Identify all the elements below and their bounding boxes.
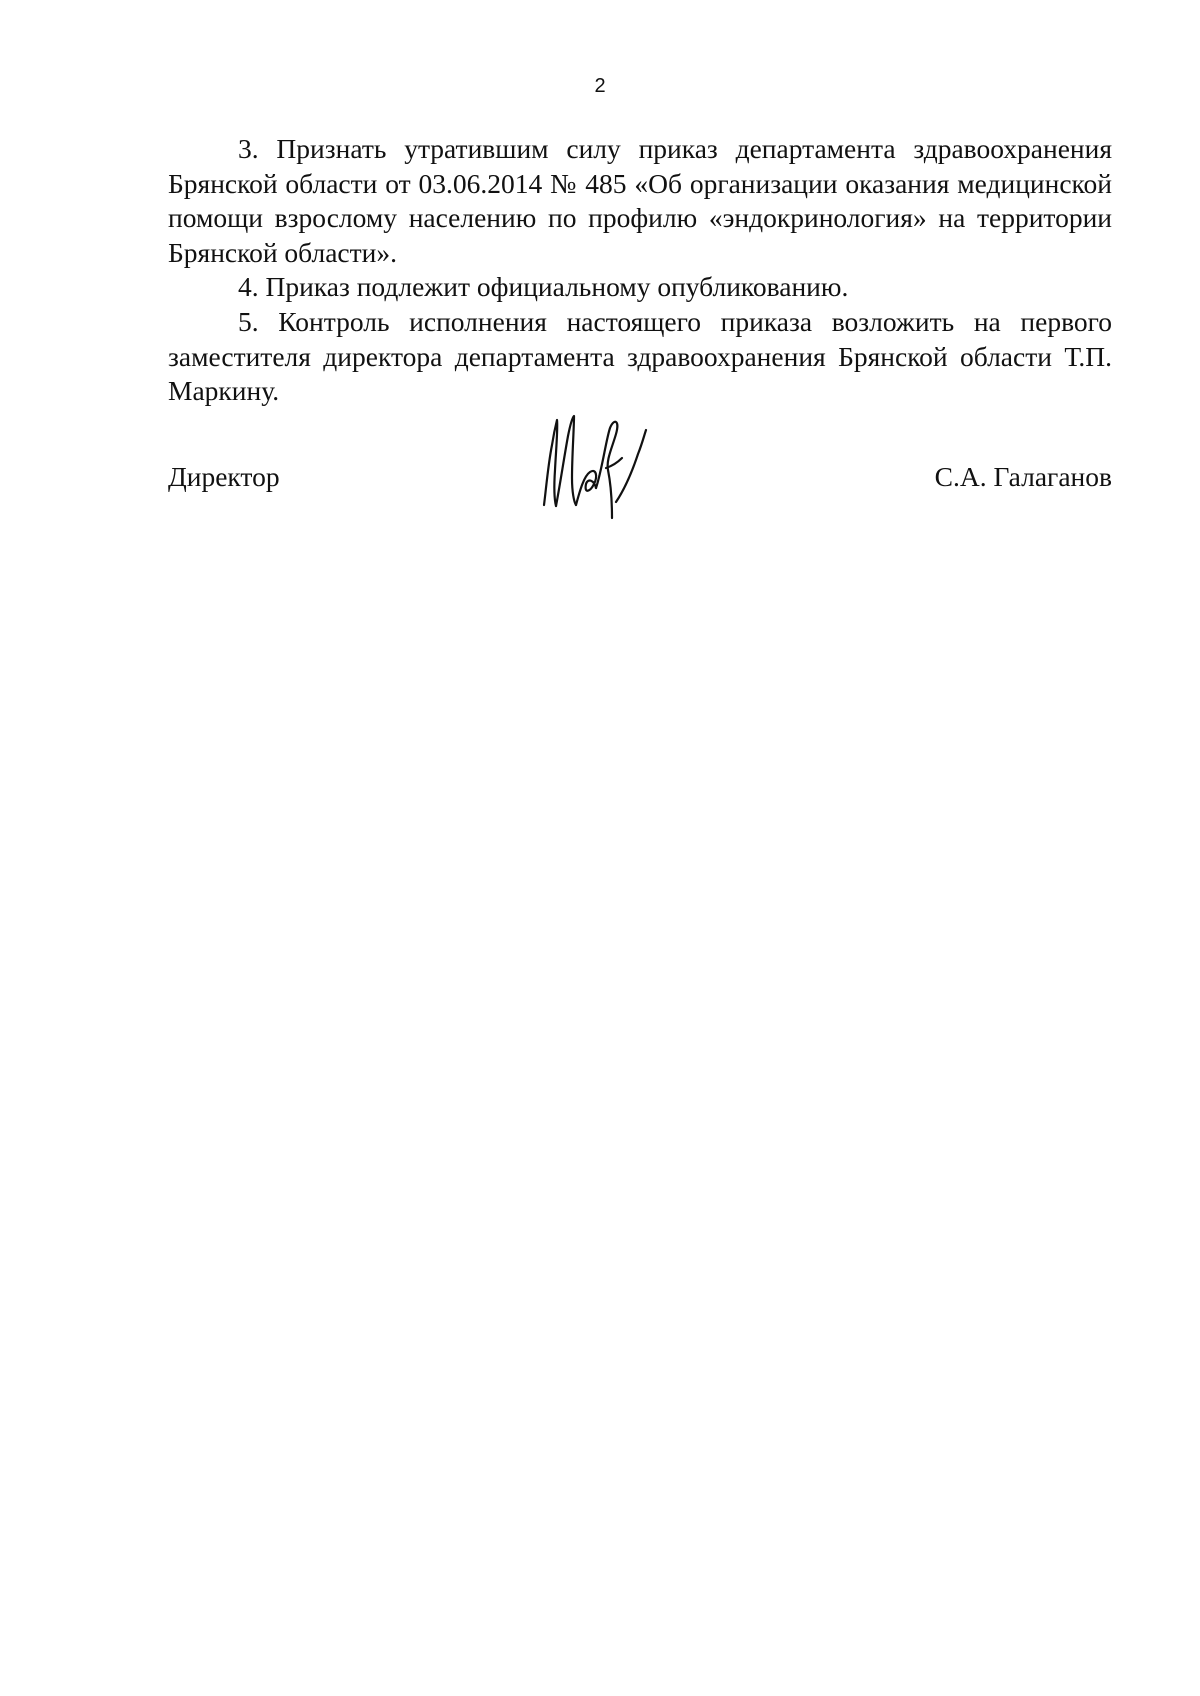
signatory-title: Директор — [168, 461, 280, 492]
signatory-name: С.А. Галаганов — [934, 461, 1112, 492]
paragraph-3: 3. Признать утратившим силу приказ департамента здравоохранения Брянской области от 03.06.2014 № 485 «Об организации оказания медицинской помощи взрослому населению по профилю «эндокринология» на территории Брянской области». — [168, 133, 1112, 268]
signature-block — [168, 440, 1112, 530]
paragraph-4: 4. Приказ подлежит официальному опубликованию. — [238, 271, 849, 303]
document-body — [168, 132, 1112, 409]
paragraph-5: 5. Контроль исполнения настоящего приказа возложить на первого заместителя директора департамента здравоохранения Брянской области Т.П. Маркину. — [168, 305, 1112, 407]
handwritten-signature-icon — [532, 410, 652, 520]
page-number: 2 — [594, 75, 606, 97]
